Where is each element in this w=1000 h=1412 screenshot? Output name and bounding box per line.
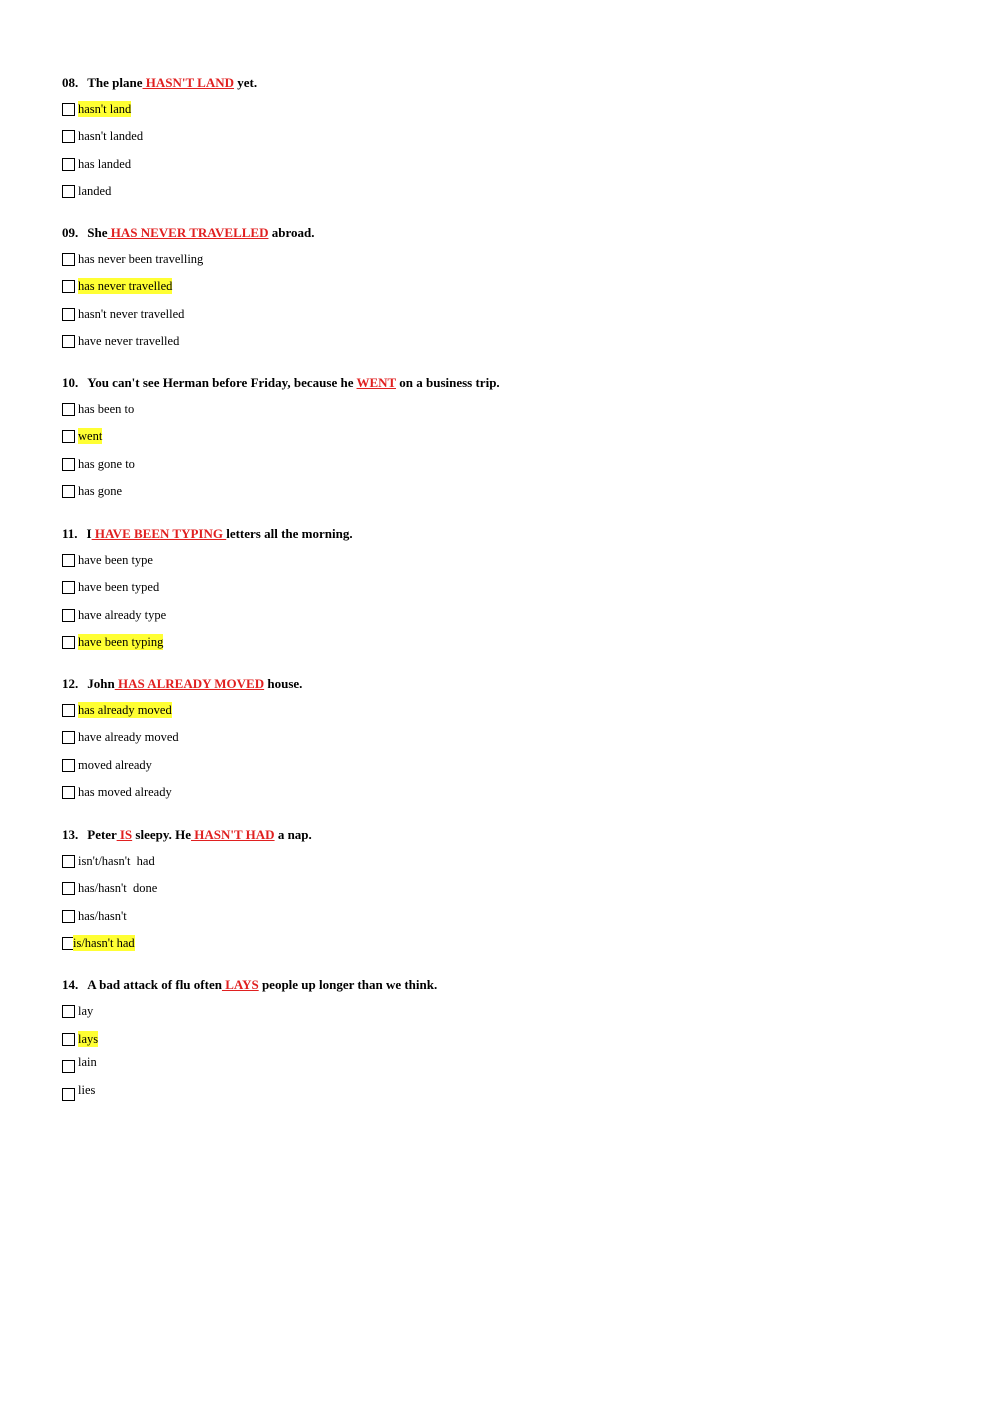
option-label: landed (78, 184, 112, 198)
question-number: 14. (62, 977, 79, 992)
option-row[interactable] (62, 853, 155, 869)
option-row[interactable] (62, 1082, 95, 1098)
stem-text: John (87, 676, 115, 691)
option-checkbox[interactable] (62, 130, 75, 143)
answer-text: LAYS (221, 977, 259, 992)
option-checkbox[interactable] (62, 704, 75, 717)
question-number: 12. (62, 676, 79, 691)
option-row[interactable] (62, 935, 135, 951)
option-row[interactable] (62, 1003, 93, 1019)
option-label: have been typed (78, 580, 160, 594)
answer-text: HASN'T LAND (142, 75, 235, 90)
option-checkbox[interactable] (62, 430, 75, 443)
option-row[interactable] (62, 1031, 98, 1047)
stem-text: sleepy. He (132, 827, 192, 842)
question-number: 10. (62, 375, 79, 390)
option-checkbox[interactable] (62, 1088, 75, 1101)
option-row[interactable] (62, 101, 131, 117)
question-6 (62, 827, 942, 950)
option-checkbox[interactable] (62, 1005, 75, 1018)
question-number: 11. (62, 526, 78, 541)
question-1 (62, 75, 942, 198)
option-checkbox[interactable] (62, 253, 75, 266)
option-label: has/hasn't (78, 909, 127, 923)
stem-text: a nap. (274, 827, 312, 842)
option-checkbox[interactable] (62, 882, 75, 895)
question-3 (62, 375, 942, 498)
option-row[interactable] (62, 306, 184, 322)
option-checkbox[interactable] (62, 103, 75, 116)
option-label: have never travelled (78, 334, 180, 348)
answer-text: WENT (356, 375, 396, 390)
option-row[interactable] (62, 607, 166, 623)
option-label: has/hasn't done (78, 881, 158, 895)
question-stem (62, 676, 942, 692)
stem-text: She (87, 225, 108, 240)
option-checkbox[interactable] (62, 403, 75, 416)
option-label: has already moved (78, 703, 172, 717)
option-label: has never travelled (78, 279, 173, 293)
option-row[interactable] (62, 784, 172, 800)
option-label: have already moved (78, 730, 179, 744)
option-row[interactable] (62, 880, 157, 896)
option-label: have already type (78, 608, 167, 622)
option-row[interactable] (62, 729, 179, 745)
stem-text: Peter (87, 827, 117, 842)
option-row[interactable] (62, 908, 127, 924)
option-row[interactable] (62, 552, 153, 568)
option-label: isn't/hasn't had (78, 854, 155, 868)
stem-text: abroad. (268, 225, 315, 240)
option-label: hasn't land (78, 102, 132, 116)
option-row[interactable] (62, 428, 102, 444)
option-checkbox[interactable] (62, 158, 75, 171)
option-checkbox[interactable] (62, 185, 75, 198)
stem-text: You can't see Herman before Friday, because he (87, 375, 357, 390)
option-checkbox[interactable] (62, 280, 75, 293)
option-label: lay (78, 1004, 94, 1018)
option-row[interactable] (62, 634, 163, 650)
question-stem (62, 977, 942, 993)
option-row[interactable] (62, 401, 134, 417)
page-header-mark (492, 0, 508, 2)
stem-text: people up longer than we think. (258, 977, 438, 992)
option-label: moved already (78, 758, 152, 772)
option-row[interactable] (62, 1054, 97, 1070)
answer-text: HAS ALREADY MOVED (114, 676, 265, 691)
question-stem (62, 827, 942, 843)
option-label: have been typing (78, 635, 164, 649)
question-number: 13. (62, 827, 79, 842)
option-checkbox[interactable] (62, 786, 75, 799)
option-label: has been to (78, 402, 135, 416)
option-checkbox[interactable] (62, 581, 75, 594)
option-label: have been type (78, 553, 153, 567)
stem-text: The plane (87, 75, 143, 90)
option-checkbox[interactable] (62, 855, 75, 868)
stem-text: house. (264, 676, 303, 691)
stem-text: yet. (234, 75, 258, 90)
option-checkbox[interactable] (62, 759, 75, 772)
option-row[interactable] (62, 702, 172, 718)
question-stem (62, 75, 942, 91)
question-stem (62, 375, 942, 391)
option-checkbox[interactable] (62, 609, 75, 622)
stem-text: on a business trip. (396, 375, 500, 390)
option-label: lays (78, 1032, 99, 1046)
answer-text: HASN'T HAD (191, 827, 275, 842)
option-checkbox[interactable] (62, 731, 75, 744)
option-checkbox[interactable] (62, 308, 75, 321)
option-row[interactable] (62, 757, 152, 773)
answer-text: HAS NEVER TRAVELLED (107, 225, 269, 240)
option-label: is/hasn't had (73, 936, 135, 950)
question-number: 08. (62, 75, 79, 90)
option-row[interactable] (62, 251, 203, 267)
option-row[interactable] (62, 333, 179, 349)
stem-text: A bad attack of flu often (87, 977, 222, 992)
option-row[interactable] (62, 183, 111, 199)
option-row[interactable] (62, 483, 122, 499)
option-label: hasn't landed (78, 129, 144, 143)
stem-text: I (86, 526, 92, 541)
question-5 (62, 676, 942, 799)
question-stem (62, 225, 942, 241)
option-label: hasn't never travelled (78, 307, 185, 321)
question-number: 09. (62, 225, 79, 240)
answer-text: IS (116, 827, 133, 842)
answer-text: HAVE BEEN TYPING (91, 526, 227, 541)
question-2 (62, 225, 942, 348)
option-label: has moved already (78, 785, 172, 799)
option-checkbox[interactable] (62, 636, 75, 649)
option-label: lain (78, 1055, 97, 1069)
option-label: went (78, 429, 103, 443)
option-row[interactable] (62, 156, 131, 172)
option-label: lies (78, 1083, 96, 1097)
option-checkbox[interactable] (62, 910, 75, 923)
option-checkbox[interactable] (62, 458, 75, 471)
option-row[interactable] (62, 579, 159, 595)
option-row[interactable] (62, 128, 143, 144)
option-row[interactable] (62, 278, 172, 294)
stem-text: letters all the morning. (226, 526, 353, 541)
option-checkbox[interactable] (62, 1033, 75, 1046)
option-checkbox[interactable] (62, 335, 75, 348)
option-row[interactable] (62, 456, 135, 472)
option-label: has gone to (78, 457, 135, 471)
question-4 (62, 526, 942, 649)
option-checkbox[interactable] (62, 485, 75, 498)
option-label: has never been travelling (78, 252, 204, 266)
option-checkbox[interactable] (62, 554, 75, 567)
question-stem (62, 526, 942, 542)
option-checkbox[interactable] (62, 1060, 75, 1073)
option-label: has landed (78, 157, 132, 171)
question-7 (62, 977, 942, 1097)
option-label: has gone (78, 484, 123, 498)
